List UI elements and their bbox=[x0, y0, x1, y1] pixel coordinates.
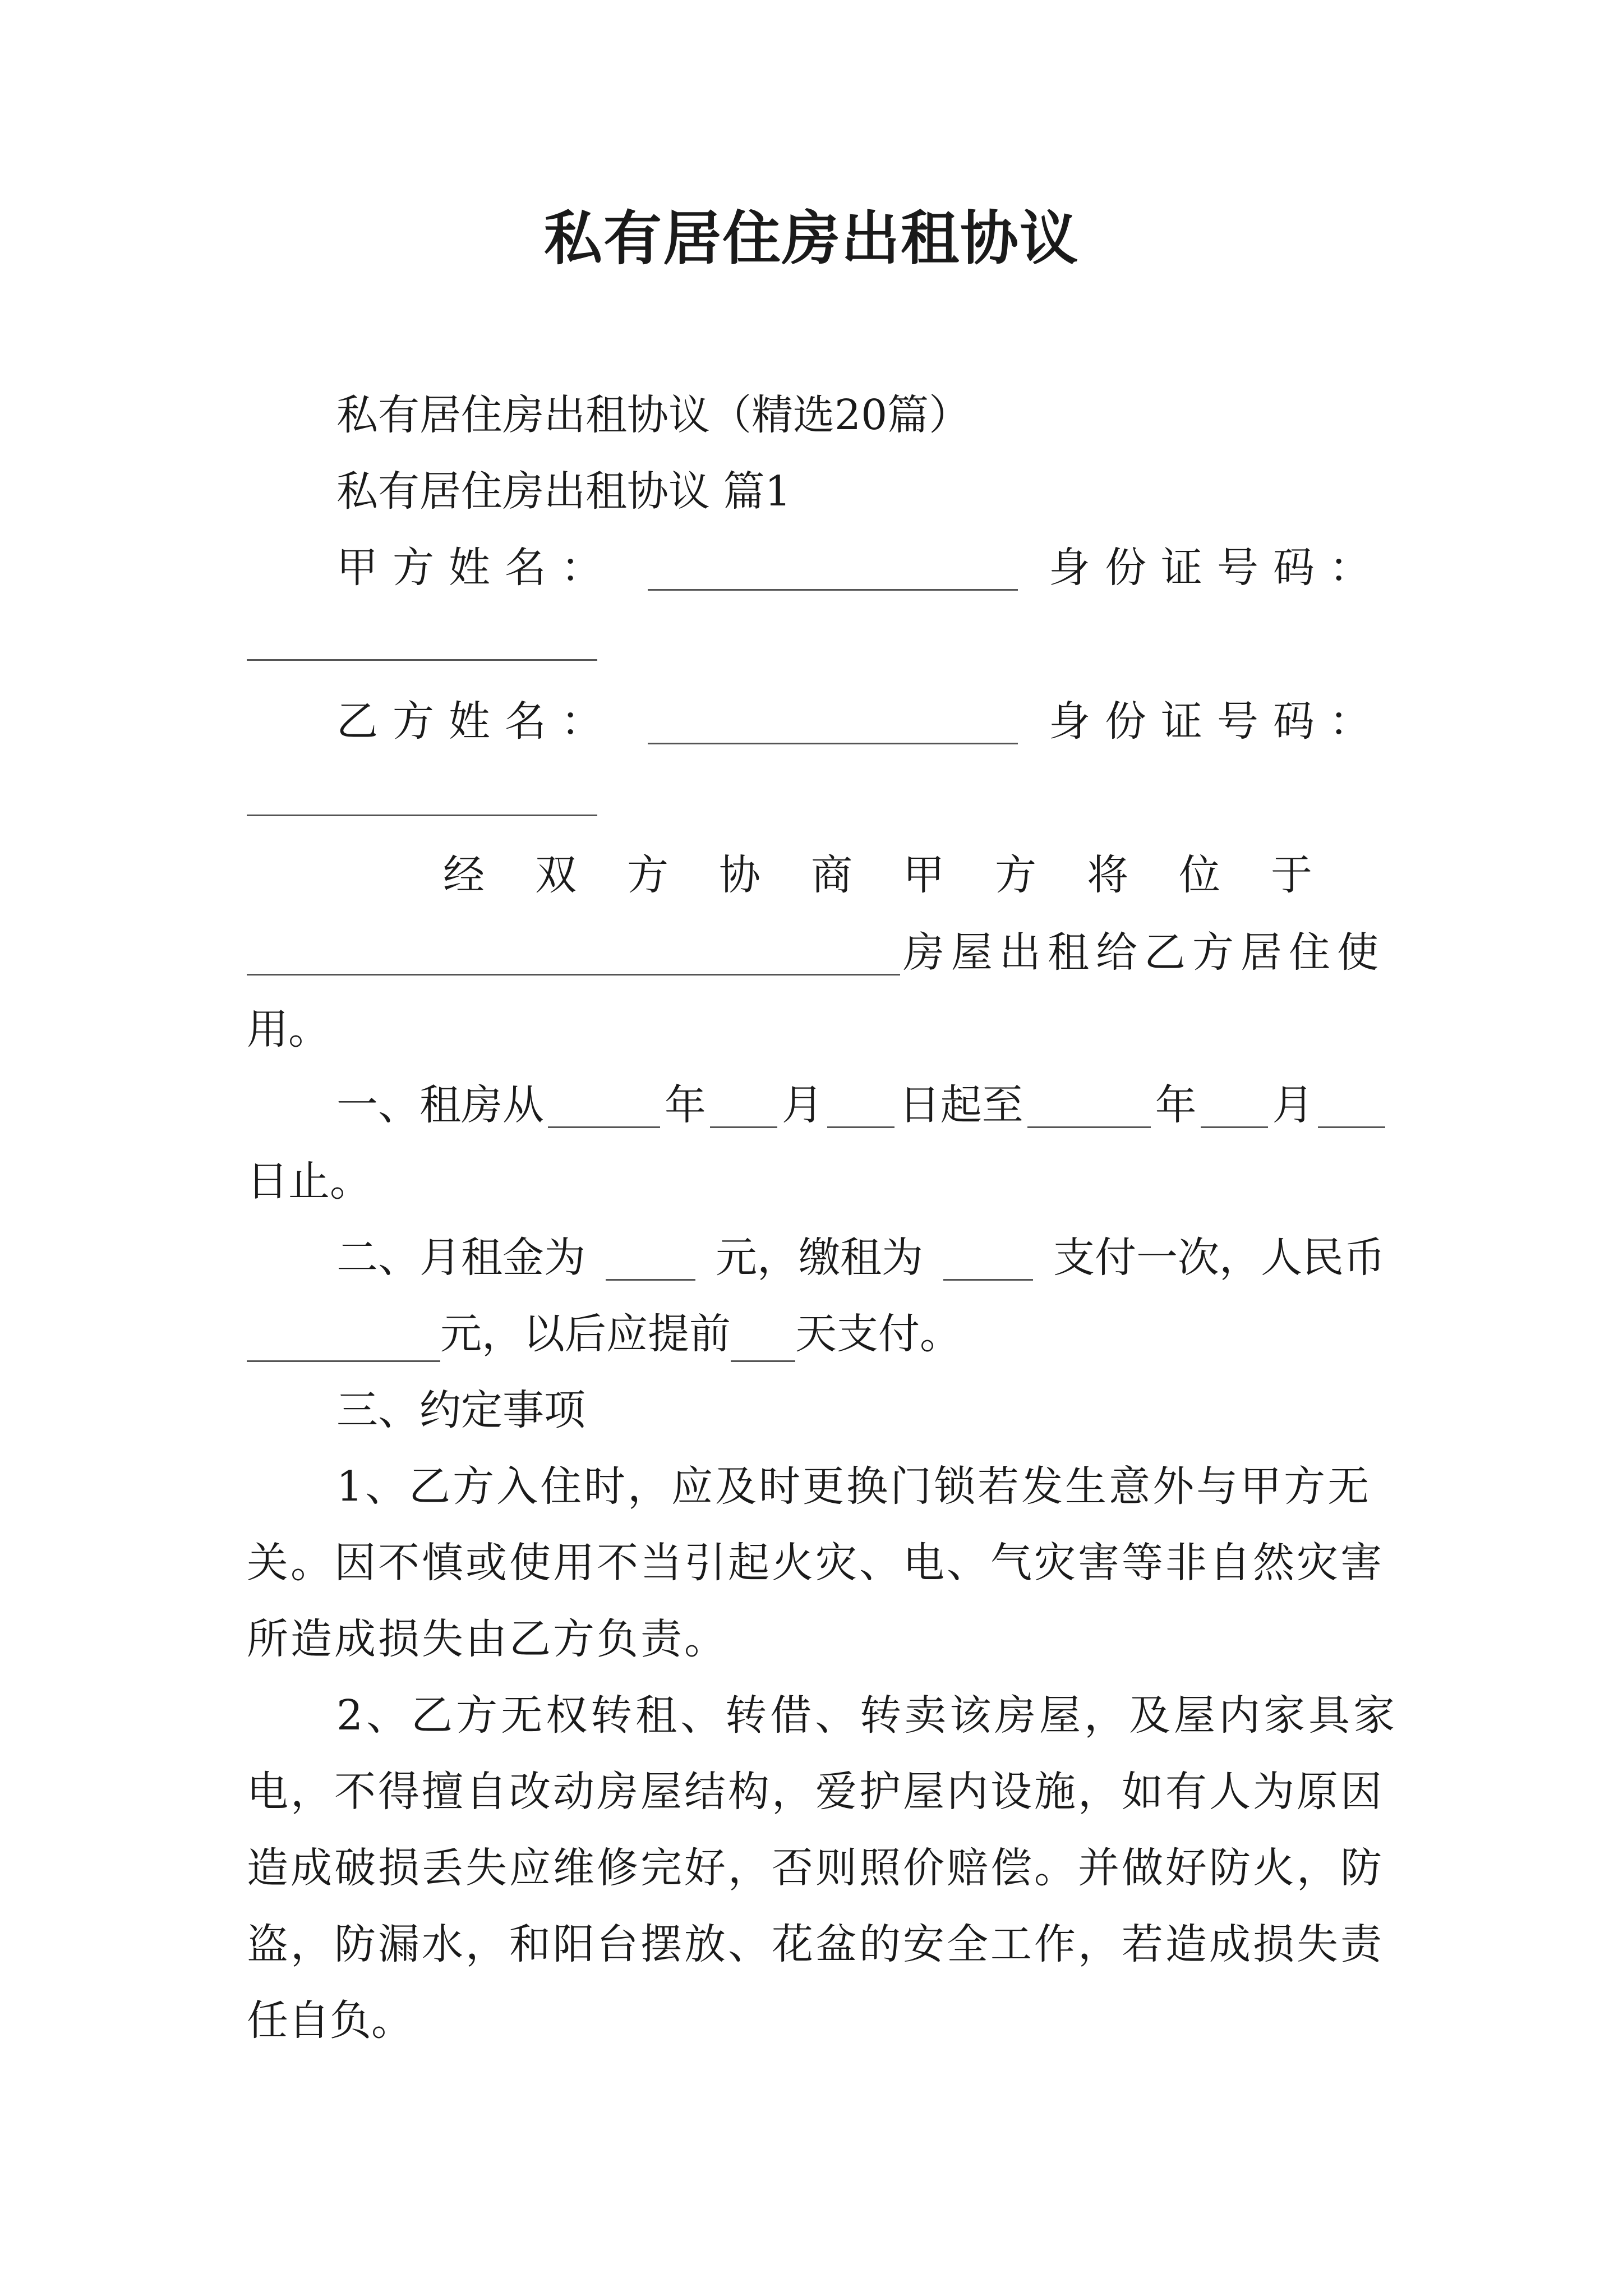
clause1-from: 一、租房从 bbox=[336, 1081, 544, 1129]
party-a-name-blank bbox=[648, 545, 1018, 591]
intro-tail: 用。 bbox=[247, 1005, 330, 1053]
clause2-line2 bbox=[247, 1306, 1385, 1362]
party-a-name-label: 甲方姓名： bbox=[336, 544, 617, 592]
end-day-blank bbox=[1318, 1083, 1385, 1128]
end-month-blank bbox=[1201, 1083, 1268, 1128]
rent-amount-blank bbox=[606, 1235, 695, 1281]
party-a-row bbox=[336, 540, 1385, 596]
rmb-amount-blank bbox=[247, 1317, 440, 1362]
party-a-id-label: 身份证号码： bbox=[1049, 544, 1385, 592]
clause2-line1 bbox=[336, 1230, 1385, 1286]
intro-after-blank: 房屋出租给乙方居住使 bbox=[903, 928, 1385, 977]
party-b-name-label: 乙方姓名： bbox=[336, 697, 617, 746]
clause2-days-pay: 天支付。 bbox=[795, 1310, 961, 1358]
clause2-yuan2: 元，以后应提前 bbox=[440, 1310, 731, 1358]
item2-line4: 盗，防漏水，和阳台摆放、花盆的安全工作，若造成损失责 bbox=[247, 1920, 1384, 1968]
item2-line3: 造成破损丢失应维修完好，否则照价赔偿。并做好防火，防 bbox=[247, 1844, 1384, 1892]
intro-lead: 经双方协商甲方将位于 bbox=[443, 851, 1363, 899]
days-advance-blank bbox=[731, 1317, 795, 1362]
clause1-month2: 月 bbox=[1272, 1081, 1314, 1129]
start-day-blank bbox=[827, 1083, 895, 1128]
item2-line1: 2、乙方无权转租、转借、转卖该房屋，及屋内家具家 bbox=[336, 1691, 1399, 1740]
clause2-yuan: 元，缴租为 bbox=[716, 1234, 923, 1282]
party-b-row bbox=[336, 693, 1385, 749]
intro-line2 bbox=[247, 924, 1385, 981]
party-b-id-blank bbox=[247, 815, 597, 816]
clause1-tail: 日止。 bbox=[247, 1157, 371, 1205]
start-year-blank bbox=[548, 1083, 660, 1128]
party-b-name-blank bbox=[648, 699, 1018, 744]
property-address-blank bbox=[247, 930, 900, 976]
item2-line2: 电，不得擅自改动房屋结构，爱护屋内设施，如有人为原因 bbox=[247, 1768, 1384, 1816]
clause1-year: 年 bbox=[664, 1081, 706, 1129]
document-subtitle: 私有居住房出租协议（精选20篇） bbox=[336, 391, 971, 439]
document-title: 私有居住房出租协议 bbox=[543, 204, 1079, 273]
clause2-pay-once: 支付一次，人民币 bbox=[1053, 1234, 1385, 1282]
clause2-rent: 二、月租金为 bbox=[336, 1234, 585, 1282]
payment-period-blank bbox=[943, 1235, 1033, 1281]
end-year-blank bbox=[1027, 1083, 1151, 1128]
clause1-line1 bbox=[336, 1077, 1385, 1133]
party-b-id-label: 身份证号码： bbox=[1049, 697, 1385, 746]
clause1-day-from: 日起至 bbox=[898, 1081, 1023, 1129]
item1-line2: 关。因不慎或使用不当引起火灾、电、气灾害等非自然灾害 bbox=[247, 1539, 1384, 1587]
clause3-heading: 三、约定事项 bbox=[336, 1386, 585, 1434]
clause1-year2: 年 bbox=[1155, 1081, 1197, 1129]
start-month-blank bbox=[710, 1083, 777, 1128]
item1-line1: 1、乙方入住时，应及时更换门锁若发生意外与甲方无 bbox=[336, 1462, 1372, 1511]
item1-line3: 所造成损失由乙方负责。 bbox=[247, 1615, 728, 1663]
chapter-heading: 私有居住房出租协议 篇1 bbox=[336, 467, 791, 516]
party-a-id-blank bbox=[247, 659, 597, 661]
clause1-month: 月 bbox=[781, 1081, 823, 1129]
item2-line5: 任自负。 bbox=[247, 1996, 413, 2045]
